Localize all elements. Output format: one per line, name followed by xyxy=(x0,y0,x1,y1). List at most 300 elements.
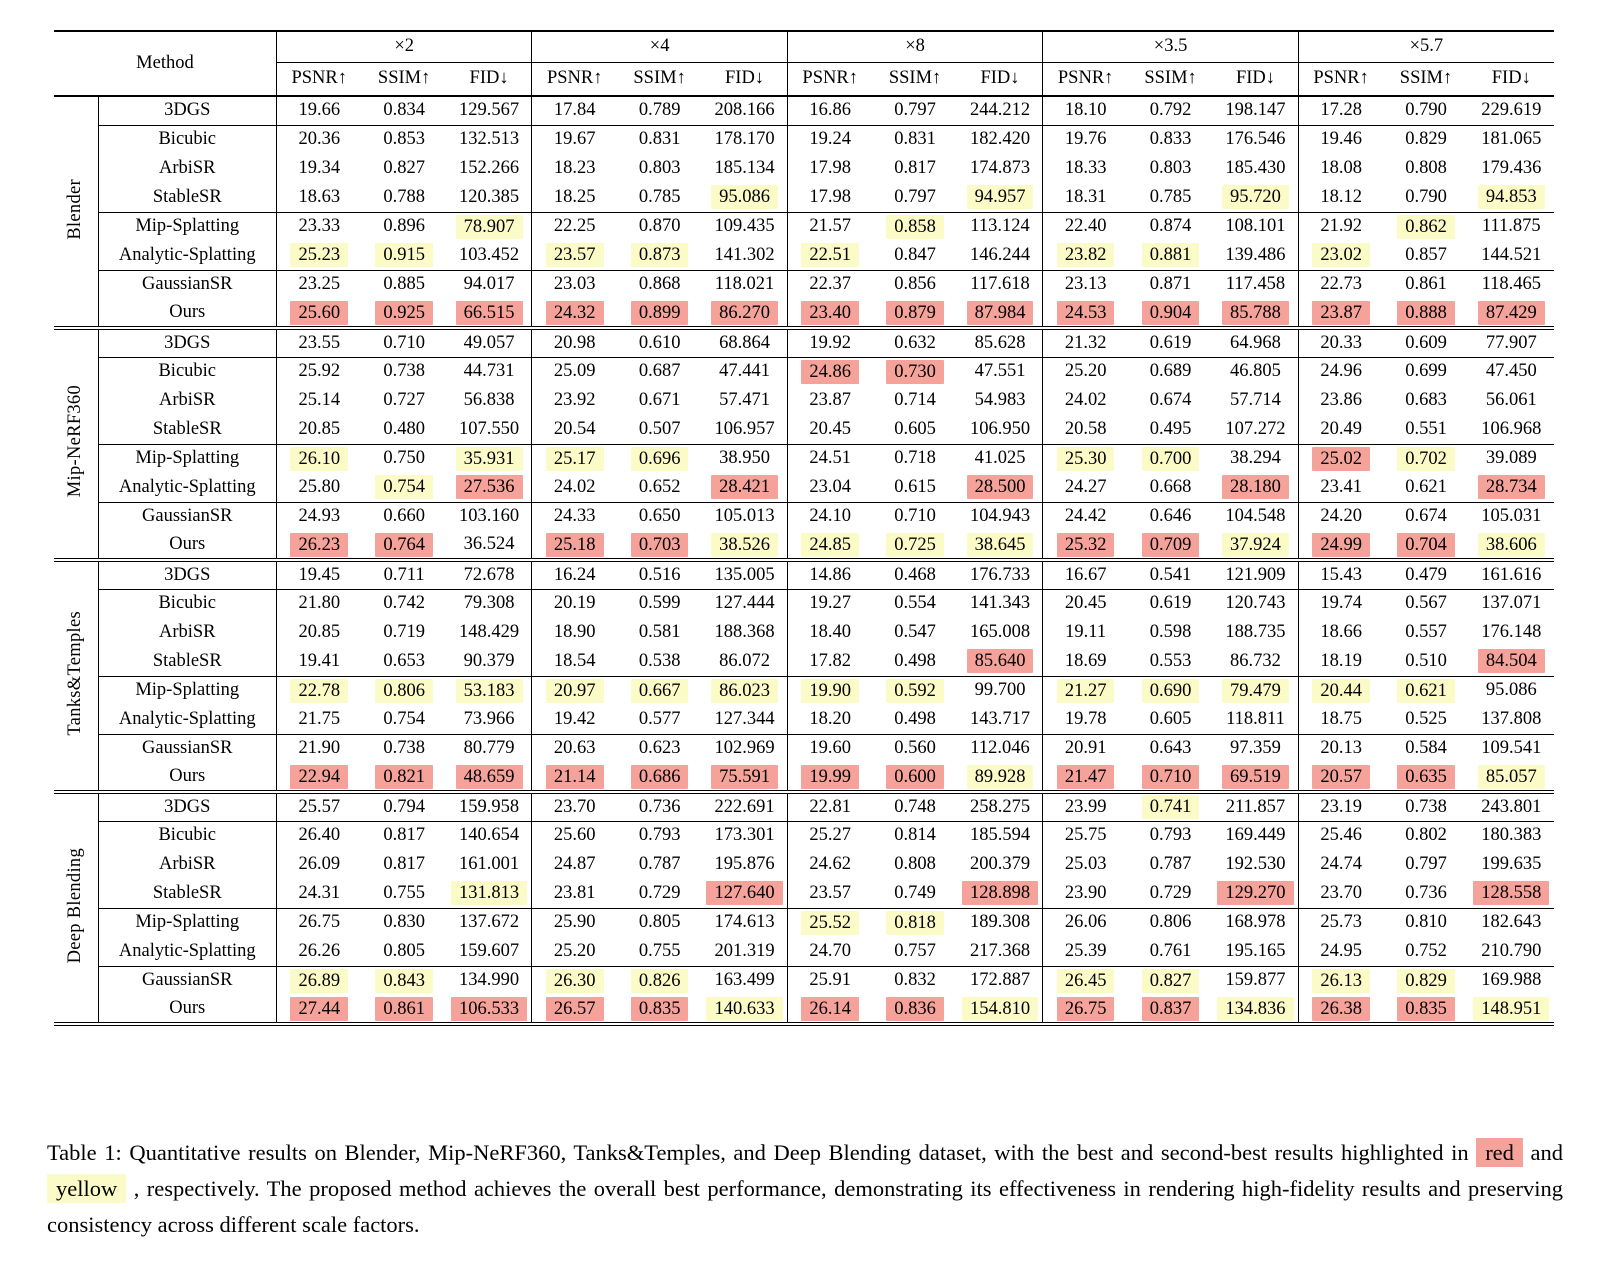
best-highlight: 0.600 xyxy=(886,765,944,789)
metric-value-cell: 0.729 xyxy=(1149,882,1192,903)
metric-value-cell: 86.072 xyxy=(719,650,770,671)
metric-value-cell: 0.748 xyxy=(873,792,958,821)
metric-header: PSNR↑ xyxy=(276,62,361,96)
metric-value-cell xyxy=(702,299,787,328)
metric-value-cell: 0.584 xyxy=(1383,734,1468,763)
metric-value-cell: 0.718 xyxy=(873,444,958,473)
method-cell: ArbiSR xyxy=(98,386,276,415)
second-best-highlight: 86.023 xyxy=(711,679,778,703)
metric-value-cell: 19.42 xyxy=(532,705,617,734)
metric-value-cell: 185.430 xyxy=(1225,158,1286,178)
second-best-highlight: 0.843 xyxy=(375,969,433,993)
metric-value-cell: 176.733 xyxy=(958,560,1043,589)
table-row xyxy=(54,589,1554,618)
metric-header: FID↓ xyxy=(1213,62,1298,96)
metric-value-cell: 24.42 xyxy=(1043,502,1128,531)
metric-value-cell xyxy=(362,966,447,995)
metric-value-cell: 38.294 xyxy=(1213,444,1298,473)
metric-value-cell: 26.26 xyxy=(276,937,361,966)
metric-value-cell: 0.788 xyxy=(383,186,425,207)
method-cell: Bicubic xyxy=(98,589,276,618)
metric-value-cell: 0.754 xyxy=(383,708,425,729)
method-cell: GaussianSR xyxy=(98,502,276,531)
metric-value-cell xyxy=(1128,792,1213,821)
metric-value-cell: 19.24 xyxy=(787,125,872,154)
metric-value-cell: 0.646 xyxy=(1128,502,1213,531)
metric-value-cell: 0.668 xyxy=(1149,476,1192,497)
metric-value-cell: 0.660 xyxy=(362,502,447,531)
table-row xyxy=(54,937,1554,966)
method-cell: GaussianSR xyxy=(98,966,276,995)
method-cell: Mip-Splatting xyxy=(98,908,276,937)
metric-value-cell: 0.498 xyxy=(894,708,936,729)
metric-value-cell xyxy=(1128,299,1213,328)
best-highlight: 84.504 xyxy=(1478,649,1545,673)
metric-value-cell: 117.618 xyxy=(958,270,1043,299)
second-best-highlight: 0.741 xyxy=(1142,795,1200,819)
second-best-highlight: 79.479 xyxy=(1222,679,1289,703)
metric-value-cell xyxy=(873,357,958,386)
metric-value-cell: 21.75 xyxy=(276,705,361,734)
metric-value-cell: 0.803 xyxy=(638,158,681,178)
metric-value-cell: 23.87 xyxy=(787,386,872,415)
metric-value-cell: 26.09 xyxy=(276,850,361,879)
metric-value-cell xyxy=(873,676,958,705)
metric-value-cell: 179.436 xyxy=(1481,158,1542,178)
metric-value-cell xyxy=(1469,647,1554,676)
method-cell: ArbiSR xyxy=(98,154,276,183)
table-row xyxy=(54,357,1554,386)
metric-value-cell: 0.605 xyxy=(1149,708,1192,729)
best-highlight: 20.57 xyxy=(1312,765,1370,789)
metric-value-cell: 36.524 xyxy=(463,534,515,554)
second-best-highlight: 0.806 xyxy=(375,679,433,703)
metric-value-cell: 105.013 xyxy=(702,502,787,531)
metric-value-cell: 24.74 xyxy=(1298,850,1383,879)
metric-value-cell: 25.75 xyxy=(1043,821,1128,850)
metric-value-cell: 18.19 xyxy=(1298,647,1383,676)
metric-value-cell xyxy=(787,676,872,705)
best-highlight: 23.40 xyxy=(801,301,859,325)
best-highlight: 27.44 xyxy=(290,997,348,1021)
second-best-highlight: 0.702 xyxy=(1397,447,1455,471)
metric-value-cell: 0.785 xyxy=(1149,186,1192,207)
metric-value-cell xyxy=(1383,995,1468,1024)
best-highlight: 19.99 xyxy=(801,765,859,789)
metric-value-cell: 47.551 xyxy=(958,357,1043,386)
metric-value-cell: 0.810 xyxy=(1383,908,1468,937)
metric-value-cell: 18.54 xyxy=(532,647,617,676)
metric-value-cell: 95.086 xyxy=(1469,676,1554,705)
metric-value-cell: 19.34 xyxy=(276,154,361,183)
table-row xyxy=(54,502,1554,531)
metric-value-cell: 188.735 xyxy=(1225,622,1286,642)
best-highlight: 0.861 xyxy=(375,997,433,1021)
method-cell: 3DGS xyxy=(98,560,276,589)
metric-value-cell xyxy=(1043,241,1128,270)
metric-value-cell: 24.51 xyxy=(787,444,872,473)
metric-value-cell xyxy=(1383,531,1468,560)
best-highlight: 21.14 xyxy=(546,765,604,789)
metric-value-cell: 176.546 xyxy=(1213,125,1298,154)
second-best-highlight: 26.45 xyxy=(1057,969,1115,993)
metric-value-cell: 18.66 xyxy=(1298,618,1383,647)
metric-value-cell: 211.857 xyxy=(1213,792,1298,821)
metric-value-cell: 118.811 xyxy=(1226,708,1285,729)
metric-value-cell: 0.755 xyxy=(638,940,681,961)
metric-value-cell: 0.714 xyxy=(894,390,936,410)
metric-header: SSIM↑ xyxy=(1128,62,1213,96)
metric-value-cell xyxy=(276,966,361,995)
table-row xyxy=(54,995,1554,1024)
metric-value-cell: 19.67 xyxy=(532,125,617,154)
dataset-label: Mip-NeRF360 xyxy=(65,385,86,498)
metric-header: PSNR↑ xyxy=(532,62,617,96)
metric-value-cell: 0.567 xyxy=(1383,589,1468,618)
second-best-highlight: 85.057 xyxy=(1478,765,1545,789)
best-highlight: 0.835 xyxy=(631,997,689,1021)
method-cell: Bicubic xyxy=(98,821,276,850)
metric-value-cell: 18.63 xyxy=(276,183,361,212)
metric-value-cell: 0.674 xyxy=(1149,390,1192,410)
second-best-highlight: 20.97 xyxy=(546,679,604,703)
metric-value-cell: 44.731 xyxy=(447,357,532,386)
best-highlight: 0.899 xyxy=(631,301,689,325)
metric-value-cell xyxy=(1043,444,1128,473)
table-row xyxy=(54,270,1554,299)
metric-value-cell xyxy=(362,676,447,705)
metric-value-cell: 107.550 xyxy=(459,418,520,439)
metric-value-cell: 0.609 xyxy=(1383,328,1468,357)
metric-value-cell xyxy=(1043,299,1128,328)
best-highlight: 128.898 xyxy=(962,881,1038,905)
metric-value-cell: 0.793 xyxy=(617,821,702,850)
best-highlight: 0.835 xyxy=(1397,997,1455,1021)
metric-value-cell xyxy=(873,212,958,241)
best-highlight: 75.591 xyxy=(711,765,778,789)
metric-value-cell: 139.486 xyxy=(1225,244,1286,265)
metric-value-cell xyxy=(1298,241,1383,270)
metric-value-cell xyxy=(958,299,1043,328)
second-best-highlight: 35.931 xyxy=(456,447,523,471)
metric-value-cell: 0.619 xyxy=(1128,328,1213,357)
metric-value-cell: 0.736 xyxy=(1405,882,1447,903)
dataset-label-cell xyxy=(54,96,98,328)
metric-value-cell xyxy=(1213,473,1298,502)
metric-value-cell xyxy=(958,647,1043,676)
best-highlight: 0.764 xyxy=(375,533,433,557)
metric-value-cell xyxy=(1213,676,1298,705)
metric-value-cell: 0.507 xyxy=(638,418,681,439)
metric-value-cell: 0.557 xyxy=(1405,622,1447,642)
metric-value-cell: 0.689 xyxy=(1128,357,1213,386)
metric-value-cell: 47.441 xyxy=(702,357,787,386)
table-row xyxy=(54,908,1554,937)
metric-value-cell: 20.13 xyxy=(1298,734,1383,763)
method-cell: Analytic-Splatting xyxy=(98,705,276,734)
metric-value-cell: 22.81 xyxy=(787,792,872,821)
metric-value-cell: 0.643 xyxy=(1128,734,1213,763)
metric-value-cell xyxy=(532,444,617,473)
metric-value-cell xyxy=(276,763,361,792)
best-highlight: 0.821 xyxy=(375,765,433,789)
best-highlight: 26.14 xyxy=(801,997,859,1021)
metric-value-cell: 73.966 xyxy=(463,708,515,729)
metric-value-cell: 0.847 xyxy=(894,244,936,265)
metric-value-cell: 20.36 xyxy=(276,125,361,154)
table-row xyxy=(54,473,1554,502)
metric-value-cell: 0.598 xyxy=(1149,622,1192,642)
metric-value-cell: 106.957 xyxy=(714,418,775,439)
metric-value-cell xyxy=(532,531,617,560)
best-highlight: 24.99 xyxy=(1312,533,1370,557)
dataset-label: Blender xyxy=(65,178,86,240)
metric-value-cell xyxy=(1383,299,1468,328)
second-best-highlight: 0.829 xyxy=(1397,969,1455,993)
metric-value-cell: 25.73 xyxy=(1298,908,1383,937)
best-highlight: 0.710 xyxy=(1142,765,1200,789)
metric-value-cell: 64.968 xyxy=(1213,328,1298,357)
metric-value-cell: 19.78 xyxy=(1043,705,1128,734)
metric-value-cell: 0.803 xyxy=(1149,158,1192,178)
metric-value-cell: 217.368 xyxy=(969,940,1031,961)
metric-value-cell: 106.950 xyxy=(969,418,1031,439)
metric-value-cell: 0.794 xyxy=(362,792,447,821)
method-cell: Bicubic xyxy=(98,125,276,154)
metric-value-cell: 192.530 xyxy=(1225,854,1286,874)
metric-value-cell: 99.700 xyxy=(958,676,1043,705)
metric-value-cell: 0.710 xyxy=(362,328,447,357)
second-best-highlight: 94.853 xyxy=(1478,185,1545,209)
best-highlight: 0.635 xyxy=(1397,765,1455,789)
metric-value-cell: 0.853 xyxy=(362,125,447,154)
metric-value-cell: 0.834 xyxy=(383,100,425,121)
scale-header-row xyxy=(54,31,1554,62)
metric-value-cell: 144.521 xyxy=(1481,244,1542,265)
metric-value-cell xyxy=(958,879,1043,908)
metric-value-cell xyxy=(447,212,532,241)
table-row xyxy=(54,879,1554,908)
metric-value-cell: 0.553 xyxy=(1149,650,1192,671)
metric-value-cell xyxy=(1213,183,1298,212)
dataset-label: Deep Blending xyxy=(65,847,86,964)
metric-value-cell: 24.96 xyxy=(1298,357,1383,386)
metric-value-cell xyxy=(447,299,532,328)
metric-value-cell: 18.25 xyxy=(532,183,617,212)
second-best-highlight: 23.82 xyxy=(1057,243,1115,267)
metric-value-cell: 0.802 xyxy=(1383,821,1468,850)
caption-text-1: Quantitative results on Blender, Mip-NeRF360, Tanks&Temples, and Deep Blending dataset, with the best and second-best results highlighted in xyxy=(129,1139,1469,1165)
metric-value-cell: 19.46 xyxy=(1298,125,1383,154)
metric-value-cell: 26.40 xyxy=(276,821,361,850)
metric-value-cell xyxy=(958,183,1043,212)
metric-value-cell: 117.458 xyxy=(1213,270,1298,299)
metric-value-cell xyxy=(1469,879,1554,908)
metric-value-cell: 18.90 xyxy=(532,618,617,647)
second-best-highlight: 0.862 xyxy=(1397,215,1455,239)
metric-value-cell: 23.92 xyxy=(532,386,617,415)
metric-value-cell: 0.610 xyxy=(617,328,702,357)
metric-value-cell: 178.170 xyxy=(702,125,787,154)
metric-value-cell: 182.420 xyxy=(958,125,1043,154)
metric-value-cell: 19.27 xyxy=(787,589,872,618)
metric-value-cell: 23.70 xyxy=(532,792,617,821)
metric-value-cell: 0.687 xyxy=(617,357,702,386)
metric-header: FID↓ xyxy=(1469,62,1554,96)
second-best-highlight: 0.621 xyxy=(1397,679,1455,703)
metric-value-cell: 25.90 xyxy=(532,908,617,937)
metric-value-cell: 0.787 xyxy=(638,854,681,874)
second-best-highlight: 0.696 xyxy=(631,447,689,471)
method-cell: StableSR xyxy=(98,183,276,212)
metric-value-cell: 0.495 xyxy=(1149,418,1192,439)
metric-value-cell: 0.738 xyxy=(1383,792,1468,821)
metric-value-cell: 0.830 xyxy=(362,908,447,937)
table-row xyxy=(54,647,1554,676)
metric-value-cell: 22.37 xyxy=(787,270,872,299)
best-highlight: 28.500 xyxy=(967,475,1034,499)
metric-value-cell: 129.567 xyxy=(459,100,520,121)
metric-value-cell: 26.75 xyxy=(276,908,361,937)
metric-value-cell: 86.732 xyxy=(1230,650,1281,671)
metric-value-cell: 0.551 xyxy=(1405,418,1447,439)
metric-value-cell: 24.70 xyxy=(787,937,872,966)
metric-value-cell: 104.943 xyxy=(958,502,1043,531)
second-best-highlight: 25.30 xyxy=(1057,447,1115,471)
second-best-highlight: 78.907 xyxy=(456,215,523,239)
metric-value-cell: 0.577 xyxy=(638,708,681,729)
metric-value-cell: 0.468 xyxy=(873,560,958,589)
metric-value-cell: 181.065 xyxy=(1469,125,1554,154)
metric-value-cell: 0.870 xyxy=(617,212,702,241)
metric-value-cell: 0.736 xyxy=(617,792,702,821)
table-row xyxy=(54,328,1554,357)
metric-value-cell: 0.792 xyxy=(1149,100,1192,121)
metric-value-cell: 120.743 xyxy=(1213,589,1298,618)
second-best-highlight: 19.90 xyxy=(801,679,859,703)
metric-value-cell: 19.74 xyxy=(1298,589,1383,618)
metric-value-cell: 23.99 xyxy=(1043,792,1128,821)
metric-value-cell: 189.308 xyxy=(958,908,1043,937)
metric-value-cell: 0.632 xyxy=(873,328,958,357)
caption-text-3: , respectively. The proposed method achieves the overall best performance, demonstrating its effectiveness in rendering high-fidelity results and preserving consistency across different scale factors. xyxy=(47,1175,1564,1237)
metric-value-cell: 22.40 xyxy=(1043,212,1128,241)
second-best-highlight: 23.02 xyxy=(1312,243,1370,267)
metric-value-cell: 23.13 xyxy=(1043,270,1128,299)
metric-value-cell: 0.581 xyxy=(638,622,681,642)
metric-header: FID↓ xyxy=(447,62,532,96)
metric-value-cell: 0.605 xyxy=(894,418,936,439)
metric-value-cell: 24.10 xyxy=(787,502,872,531)
metric-value-cell xyxy=(617,241,702,270)
metric-value-cell xyxy=(787,241,872,270)
metric-value-cell: 17.98 xyxy=(787,183,872,212)
metric-value-cell: 0.750 xyxy=(362,444,447,473)
metric-value-cell: 22.25 xyxy=(532,212,617,241)
metric-value-cell xyxy=(276,995,361,1024)
metric-value-cell: 0.787 xyxy=(1149,854,1192,874)
metric-value-cell: 68.864 xyxy=(702,328,787,357)
metric-value-cell: 20.33 xyxy=(1298,328,1383,357)
metric-value-cell: 19.60 xyxy=(787,734,872,763)
second-best-highlight: 37.924 xyxy=(1222,533,1289,557)
metric-value-cell xyxy=(532,241,617,270)
table-row xyxy=(54,96,1554,125)
metric-value-cell: 0.785 xyxy=(638,186,681,207)
metric-value-cell: 0.832 xyxy=(873,966,958,995)
metric-value-cell: 80.779 xyxy=(447,734,532,763)
best-highlight: 25.02 xyxy=(1312,447,1370,471)
second-best-highlight: 25.23 xyxy=(290,243,348,267)
metric-value-cell: 134.990 xyxy=(447,966,532,995)
method-cell: Ours xyxy=(98,995,276,1024)
metric-value-cell xyxy=(276,676,361,705)
metric-value-cell: 141.302 xyxy=(714,244,775,265)
metric-value-cell: 0.479 xyxy=(1383,560,1468,589)
metric-value-cell: 0.699 xyxy=(1383,357,1468,386)
metric-value-cell xyxy=(1298,676,1383,705)
second-best-highlight: 25.52 xyxy=(801,911,859,935)
method-cell: ArbiSR xyxy=(98,618,276,647)
metric-header: FID↓ xyxy=(702,62,787,96)
metric-value-cell: 23.81 xyxy=(532,879,617,908)
metric-value-cell: 23.41 xyxy=(1298,473,1383,502)
metric-value-cell: 23.90 xyxy=(1043,879,1128,908)
second-best-highlight: 0.592 xyxy=(886,679,944,703)
metric-value-cell xyxy=(1383,676,1468,705)
metric-value-cell: 24.02 xyxy=(1043,386,1128,415)
second-best-highlight: 53.183 xyxy=(456,679,523,703)
metric-value-cell xyxy=(702,879,787,908)
metric-value-cell: 0.868 xyxy=(617,270,702,299)
metric-value-cell: 185.134 xyxy=(714,158,775,178)
table-row xyxy=(54,125,1554,154)
second-best-highlight: 0.826 xyxy=(631,969,689,993)
metric-value-cell: 0.729 xyxy=(638,882,681,903)
metric-value-cell xyxy=(1469,183,1554,212)
metric-value-cell xyxy=(702,995,787,1024)
best-highlight: 69.519 xyxy=(1222,765,1289,789)
metric-value-cell xyxy=(1298,966,1383,995)
metric-value-cell: 176.148 xyxy=(1481,622,1542,642)
method-cell: Analytic-Splatting xyxy=(98,937,276,966)
metric-value-cell: 120.385 xyxy=(459,186,520,207)
metric-value-cell: 0.827 xyxy=(383,158,425,178)
method-cell: Bicubic xyxy=(98,357,276,386)
table-row xyxy=(54,444,1554,473)
metric-value-cell xyxy=(787,995,872,1024)
second-best-highlight: 95.720 xyxy=(1222,185,1289,209)
metric-value-cell: 14.86 xyxy=(787,560,872,589)
metric-value-cell xyxy=(1383,444,1468,473)
metric-value-cell: 0.710 xyxy=(873,502,958,531)
caption-text-2: and xyxy=(1530,1139,1564,1165)
metric-header: SSIM↑ xyxy=(1383,62,1468,96)
best-highlight: 27.536 xyxy=(456,475,523,499)
metric-value-cell: 201.319 xyxy=(714,940,775,961)
metric-value-cell xyxy=(617,966,702,995)
metric-value-cell: 0.797 xyxy=(894,100,936,121)
metric-value-cell: 0.653 xyxy=(383,650,425,671)
second-best-highlight: 25.17 xyxy=(546,447,604,471)
metric-value-cell xyxy=(1043,995,1128,1024)
method-cell: 3DGS xyxy=(98,328,276,357)
metric-value-cell: 0.861 xyxy=(1383,270,1468,299)
dataset-label-cell xyxy=(54,328,98,560)
metric-value-cell: 25.91 xyxy=(787,966,872,995)
metric-value-cell: 0.516 xyxy=(617,560,702,589)
metric-value-cell xyxy=(1043,966,1128,995)
